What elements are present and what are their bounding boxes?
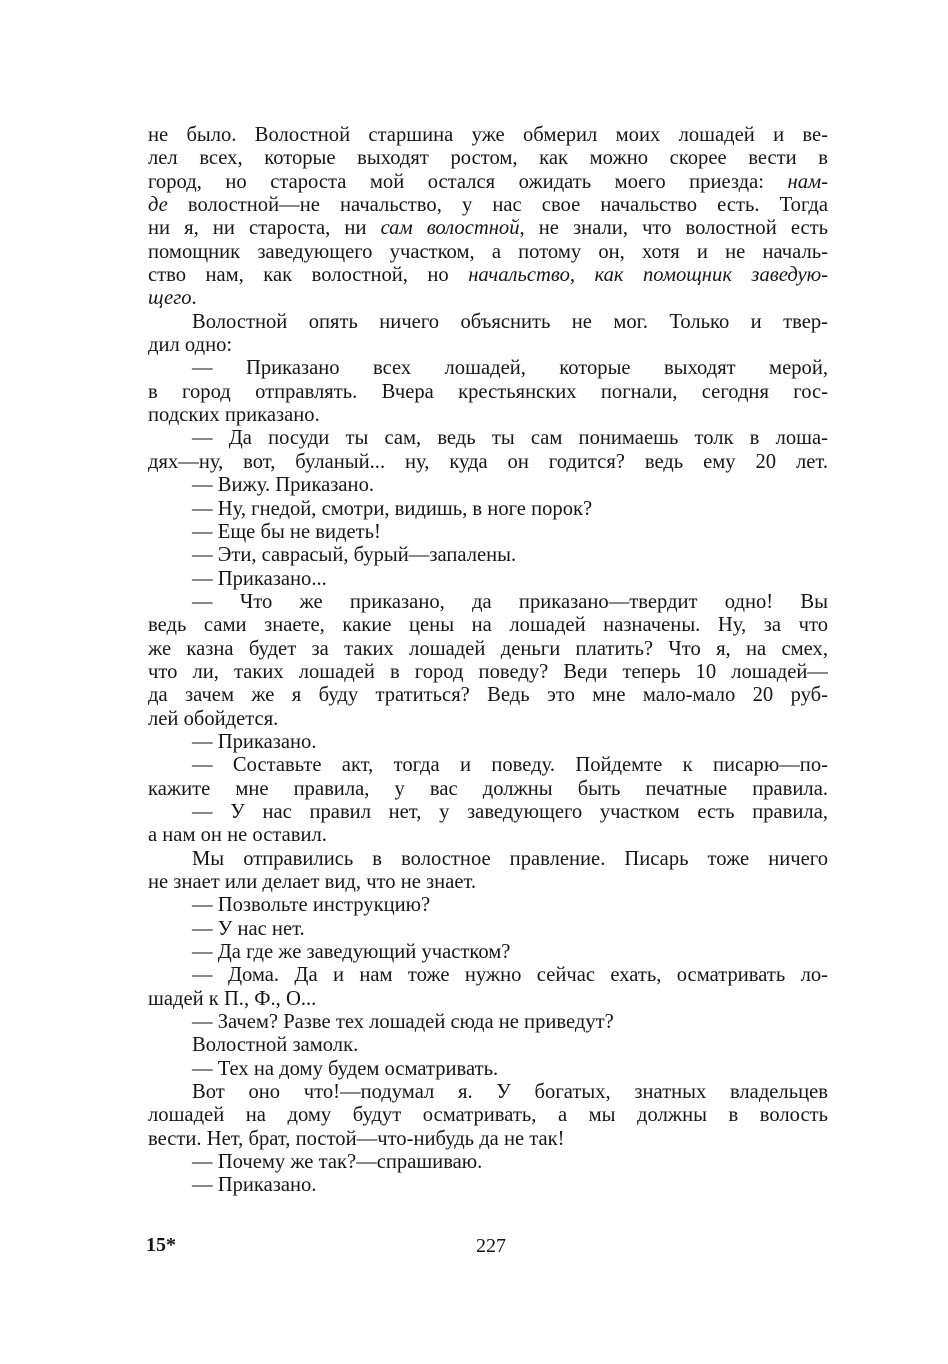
signature-mark: 15* (146, 1234, 176, 1256)
text-line: — Дома. Да и нам тоже нужно сейчас ехать, осматривать ло- (192, 964, 828, 987)
text-line: дил одно: (148, 334, 233, 357)
text-line: не знает или делает вид, что не знает. (148, 871, 477, 893)
text-line: не было. Волостной старшина уже обмерил моих лошадей и ве- (148, 124, 828, 146)
text-line: ство нам, как волостной, но начальство, как помощник заведую- (148, 264, 828, 287)
text-line: лей обойдется. (148, 707, 279, 730)
text-line: — Приказано. (192, 1174, 317, 1197)
text-line: — Эти, саврасый, бурый—запалены. (192, 544, 517, 567)
text-line: а нам он не оставил. (148, 824, 327, 847)
text-line: — Тех на дому будем осматривать. (192, 1057, 499, 1080)
text-line: — Да где же заведующий участком? (192, 941, 511, 964)
text-line: щего. (148, 287, 197, 310)
page-number: 227 (476, 1235, 506, 1257)
text-line: Волостной замолк. (192, 1034, 359, 1057)
text-line: — Вижу. Приказано. (192, 474, 375, 497)
text-line: — У нас нет. (192, 917, 305, 940)
text-line: — Что же приказано, да приказано—твердит одно! Вы (192, 590, 828, 613)
text-line: — Еще бы не видеть! (192, 520, 381, 543)
text-line: что ли, таких лошадей в город поведу? Веди теперь 10 лошадей— (148, 660, 828, 683)
text-line: да зачем же я буду тратиться? Ведь это мне мало-мало 20 руб- (148, 684, 828, 707)
text-line: же казна будет за таких лошадей деньги платить? Что я, на смех, (148, 637, 828, 660)
text-line: — Приказано. (192, 730, 317, 753)
text-line: Мы отправились в волостное правление. Писарь тоже ничего (192, 847, 828, 870)
text-line: — Позвольте инструкцию? (192, 894, 431, 917)
text-line: — Составьте акт, тогда и поведу. Пойдемте к писарю—по- (192, 754, 828, 777)
text-line: подских приказано. (148, 404, 320, 427)
text-line: — Почему же так?—спрашиваю. (192, 1151, 483, 1174)
text-line: кажите мне правила, у вас должны быть печатные правила. (148, 777, 828, 800)
text-line: — Приказано всех лошадей, которые выходят мерой, (192, 357, 828, 380)
text-line: в город отправлять. Вчера крестьянских погнали, сегодня гос- (148, 380, 828, 403)
text-line: — Зачем? Разве тех лошадей сюда не приведут? (192, 1011, 614, 1034)
text-line: — Ну, гнедой, смотри, видишь, в ноге порок? (192, 497, 593, 520)
text-line: дях—ну, вот, буланый... ну, куда он годится? ведь ему 20 лет. (148, 450, 828, 473)
text-line: город, но староста мой остался ожидать моего приезда: нам- (148, 170, 828, 193)
text-line: — Да посуди ты сам, ведь ты сам понимаешь толк в лоша- (192, 427, 828, 450)
text-line: помощник заведующего участком, а потому он, хотя и не началь- (148, 240, 828, 263)
text-line: шадей к П., Ф., О... (148, 987, 317, 1010)
text-line: Вот оно что!—подумал я. У богатых, знатных владельцев (192, 1081, 828, 1104)
text-line: — У нас правил нет, у заведующего участком есть правила, (192, 800, 828, 823)
body-text (148, 124, 828, 1198)
text-line: ни я, ни староста, ни сам волостной, не знали, что волостной есть (148, 217, 828, 240)
text-line: лел всех, которые выходят ростом, как можно скорее вести в (148, 147, 828, 170)
text-line: лошадей на дому будут осматривать, а мы должны в волость (148, 1104, 828, 1127)
text-line: ведь сами знаете, какие цены на лошадей назначены. Ну, за что (148, 614, 828, 637)
text-line: — Приказано... (192, 567, 327, 590)
text-line: вести. Нет, брат, постой—что-нибудь да не так! (148, 1127, 565, 1150)
text-line: де волостной—не начальство, у нас свое начальство есть. Тогда (148, 194, 828, 217)
text-line: Волостной опять ничего объяснить не мог. Только и твер- (192, 310, 828, 333)
